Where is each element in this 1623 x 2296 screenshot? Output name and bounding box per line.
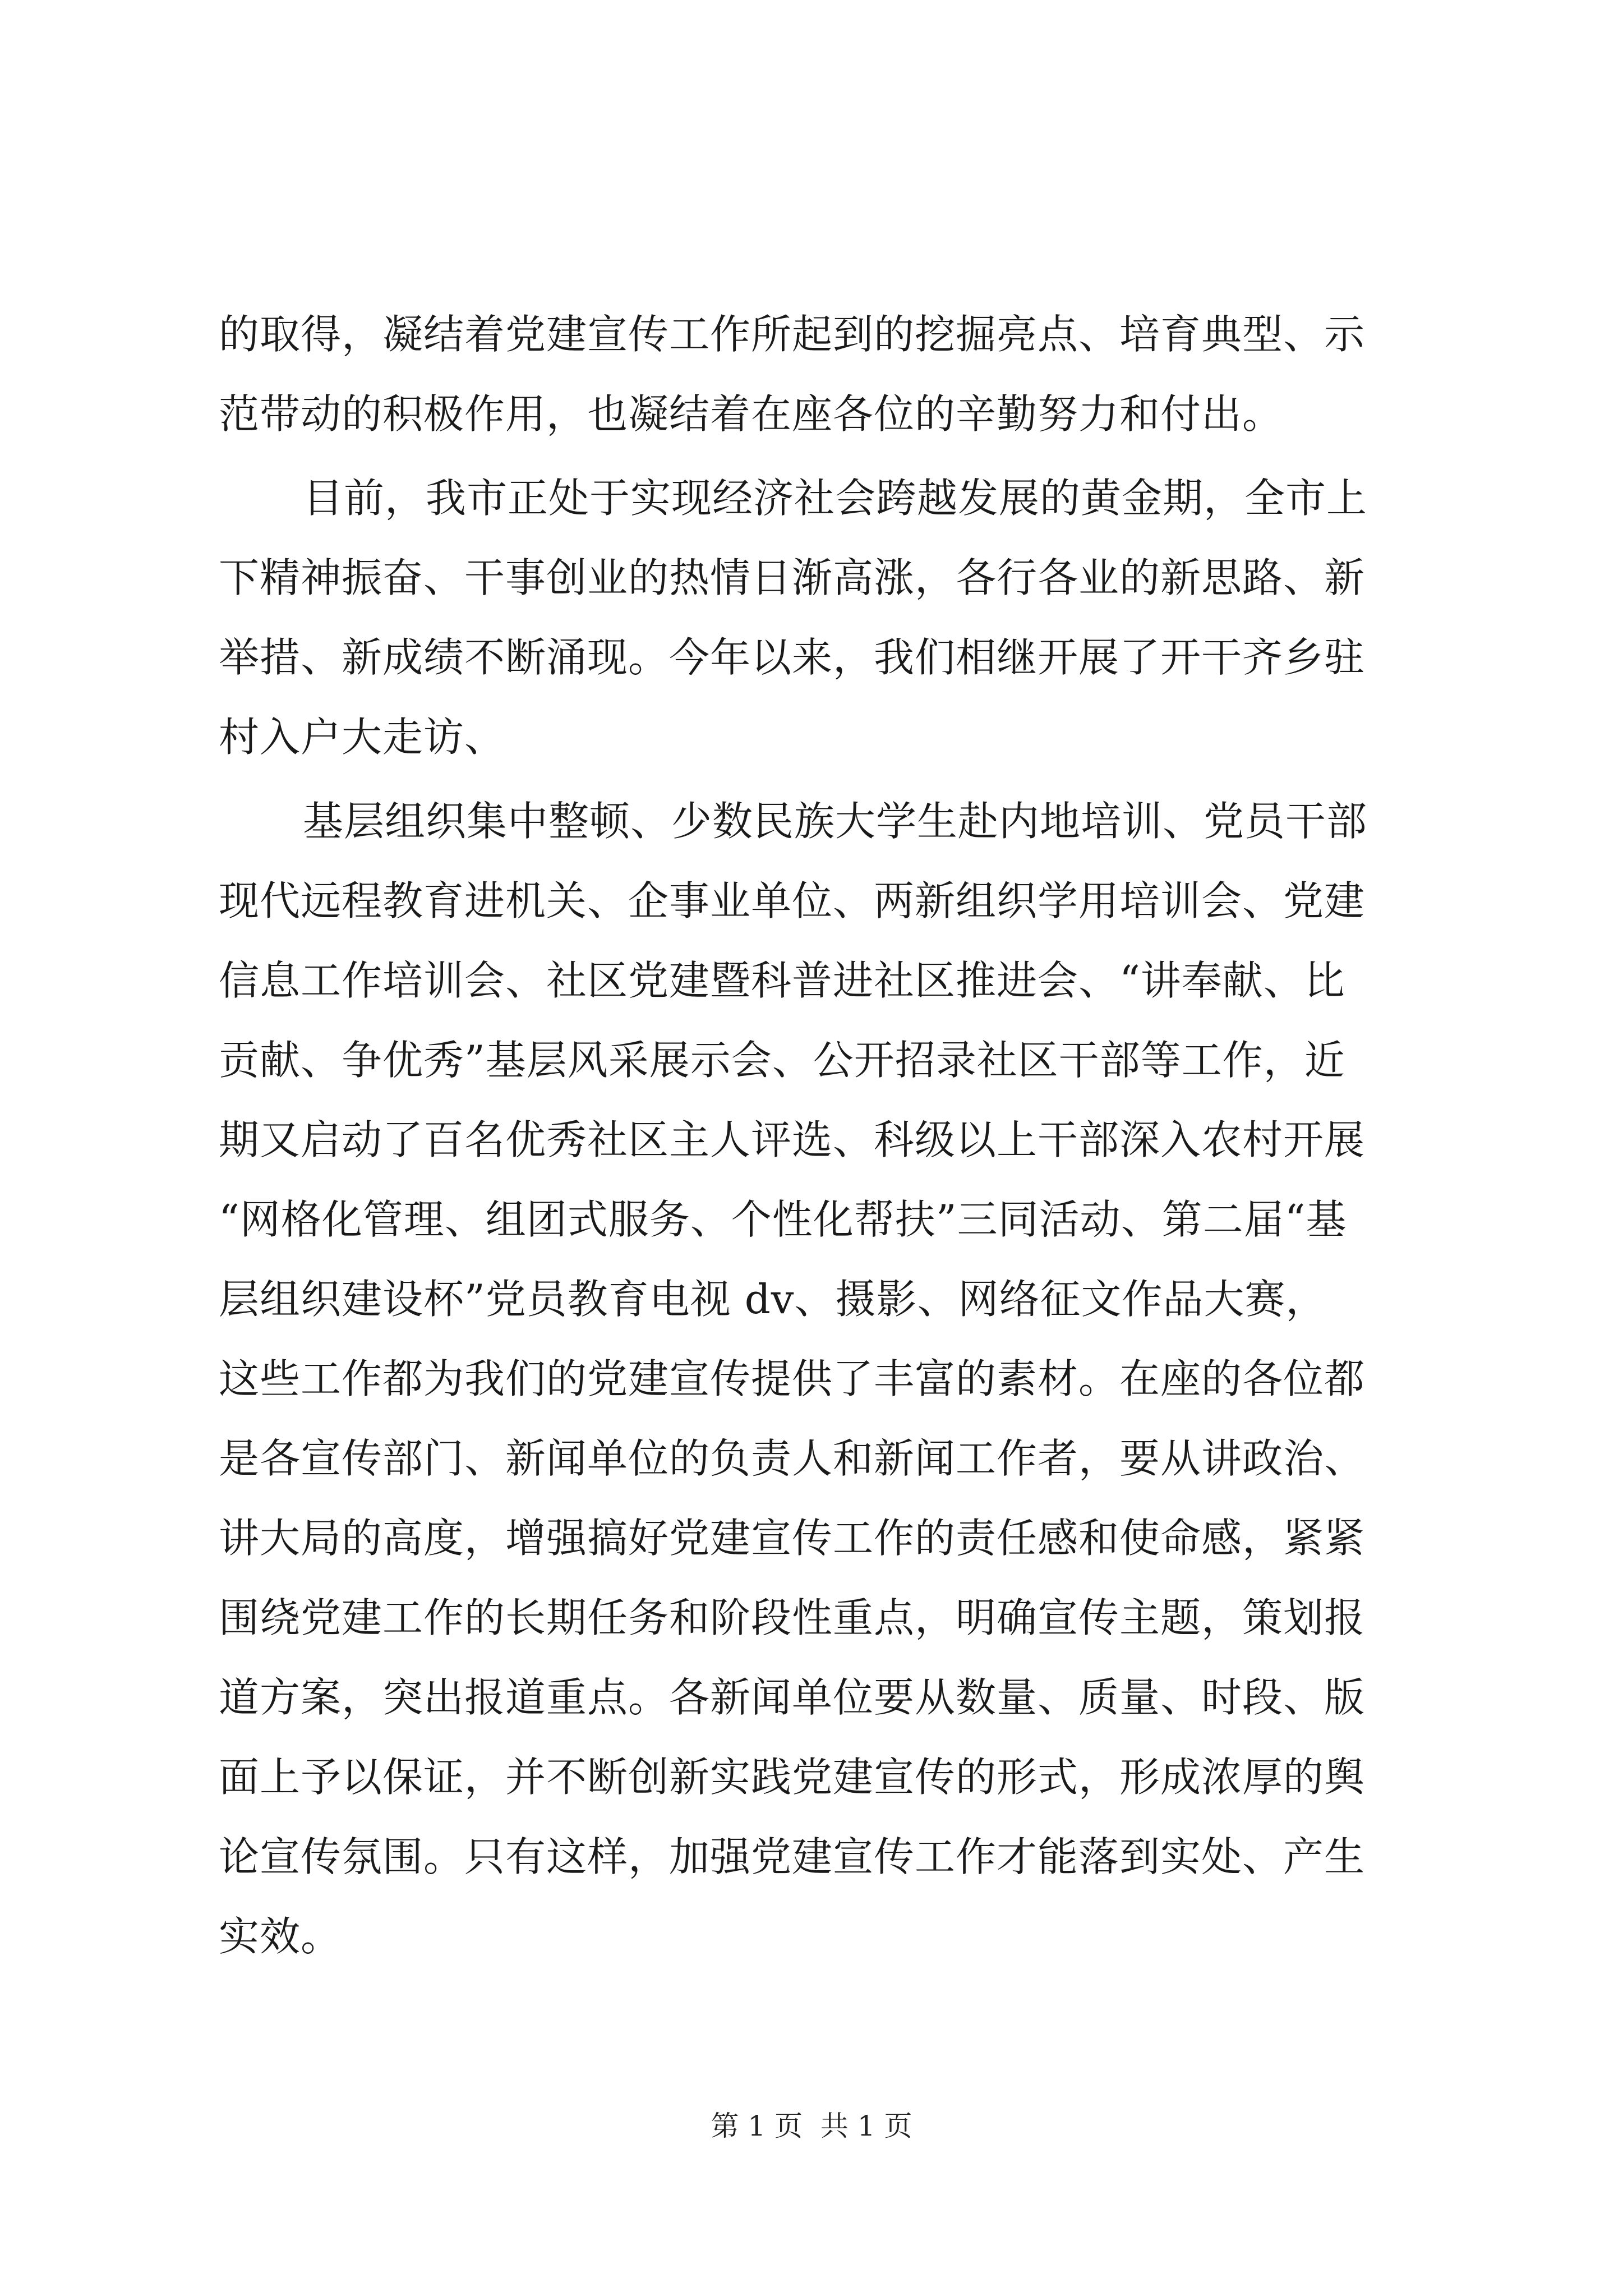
text-line: 面上予以保证，并不断创新实践党建宣传的形式，形成浓厚的舆 bbox=[219, 1754, 1366, 1801]
text-line: 是各宣传部门、新闻单位的负责人和新闻工作者，要从讲政治、 bbox=[219, 1435, 1366, 1482]
text-line: 范带动的积极作用，也凝结着在座各位的辛勤努力和付出。 bbox=[219, 390, 1284, 438]
text-line: 层组织建设杯”党员教育电视 dv、摄影、网络征文作品大赛， bbox=[219, 1276, 1327, 1323]
text-line: 下精神振奋、干事创业的热情日渐高涨，各行各业的新思路、新 bbox=[219, 554, 1366, 601]
text-line: 论宣传氛围。只有这样，加强党建宣传工作才能落到实处、产生 bbox=[219, 1833, 1366, 1880]
document-body bbox=[219, 295, 1402, 1976]
text-line: 围绕党建工作的长期任务和阶段性重点，明确宣传主题，策划报 bbox=[219, 1594, 1366, 1641]
text-line: 实效。 bbox=[219, 1913, 342, 1960]
text-line: 信息工作培训会、社区党建暨科普进社区推进会、“讲奉献、比 bbox=[219, 957, 1345, 1004]
text-line: 村入户大走访、 bbox=[219, 714, 506, 761]
page-number-footer: 第 1 页 共 1 页 bbox=[711, 2110, 912, 2142]
text-line: 讲大局的高度，增强搞好党建宣传工作的责任感和使命感，紧紧 bbox=[219, 1515, 1366, 1562]
text-line: 道方案，突出报道重点。各新闻单位要从数量、质量、时段、版 bbox=[219, 1674, 1366, 1721]
paragraph-first-line: 基层组织集中整顿、少数民族大学生赴内地培训、党员干部 bbox=[303, 798, 1368, 845]
text-line: 现代远程教育进机关、企事业单位、两新组织学用培训会、党建 bbox=[219, 877, 1366, 924]
text-line: 这些工作都为我们的党建宣传提供了丰富的素材。在座的各位都 bbox=[219, 1355, 1366, 1402]
text-line: “网格化管理、组团式服务、个性化帮扶”三同活动、第二届“基 bbox=[219, 1196, 1347, 1243]
text-line: 的取得，凝结着党建宣传工作所起到的挖掘亮点、培育典型、示 bbox=[219, 311, 1366, 358]
text-line: 举措、新成绩不断涌现。今年以来，我们相继开展了开干齐乡驻 bbox=[219, 634, 1366, 681]
text-line: 期又启动了百名优秀社区主人评选、科级以上干部深入农村开展 bbox=[219, 1116, 1366, 1163]
paragraph-first-line: 目前，我市正处于实现经济社会跨越发展的黄金期，全市上 bbox=[303, 475, 1368, 522]
text-line: 贡献、争优秀”基层风采展示会、公开招录社区干部等工作，近 bbox=[219, 1037, 1345, 1084]
